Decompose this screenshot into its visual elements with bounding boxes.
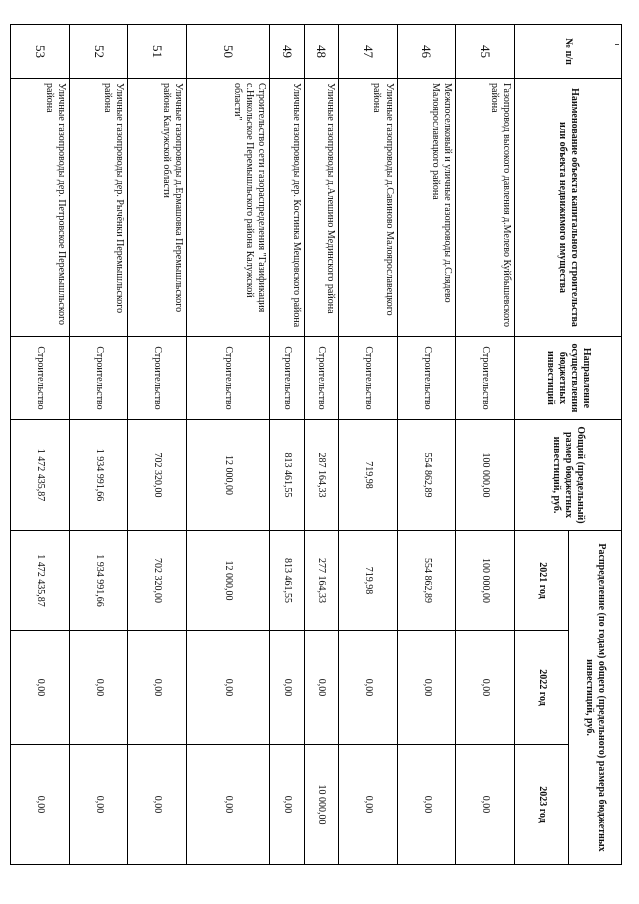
object-name: Уличные газопроводы дер. Петровское Перемышльского района [11, 79, 70, 337]
amount-2023: 0,00 [397, 745, 456, 865]
table-row [187, 25, 270, 865]
amount-2022: 0,00 [338, 631, 397, 745]
direction: Строительство [128, 337, 187, 420]
object-name: Строительство сети газораспределения "Газификация с.Никольское Перемышльского района Калужской области" [187, 79, 270, 337]
row-num: 53 [11, 25, 70, 79]
total-amount: 100 000,00 [456, 420, 515, 531]
amount-2021: 702 320,00 [128, 531, 187, 631]
amount-2021: 813 461,55 [270, 531, 304, 631]
object-name: Уличные газопроводы д.Ермашовка Перемышльского района Калужской области [128, 79, 187, 337]
total-amount: 12 000,00 [187, 420, 270, 531]
amount-2023: 10 000,00 [304, 745, 338, 865]
amount-2023: 0,00 [128, 745, 187, 865]
table-row [270, 25, 304, 865]
header-2021: 2021 год [515, 531, 569, 631]
direction: Строительство [397, 337, 456, 420]
total-amount: 813 461,55 [270, 420, 304, 531]
amount-2022: 0,00 [270, 631, 304, 745]
total-amount: 702 320,00 [128, 420, 187, 531]
total-amount: 1 472 435,87 [11, 420, 70, 531]
direction: Строительство [456, 337, 515, 420]
amount-2022: 0,00 [128, 631, 187, 745]
object-name: Уличные газопроводы дер. Костинка Мещовского района [270, 79, 304, 337]
total-amount: 1 934 991,66 [69, 420, 128, 531]
header-num: № п/п [515, 25, 622, 79]
object-name: Уличные газопроводы д.Алешино Мединского района [304, 79, 338, 337]
row-num: 46 [397, 25, 456, 79]
object-name: Газопровод высокого давления д.Мелево Куйбышевского района [456, 79, 515, 337]
direction: Строительство [270, 337, 304, 420]
object-name: Уличные газопроводы д.Савиново Малоярославецкого района [338, 79, 397, 337]
direction: Строительство [304, 337, 338, 420]
object-name: Уличные газопроводы дер. Рычёнки Перемышльского района [69, 79, 128, 337]
amount-2022: 0,00 [456, 631, 515, 745]
total-amount: 719,98 [338, 420, 397, 531]
direction: Строительство [11, 337, 70, 420]
total-amount: 287 164,33 [304, 420, 338, 531]
direction: Строительство [187, 337, 270, 420]
header-2023: 2023 год [515, 745, 569, 865]
amount-2021: 719,98 [338, 531, 397, 631]
table-row [304, 25, 338, 865]
table-row [11, 25, 70, 865]
amount-2022: 0,00 [69, 631, 128, 745]
amount-2021: 100 000,00 [456, 531, 515, 631]
row-num: 50 [187, 25, 270, 79]
table-row [397, 25, 456, 865]
row-num: 45 [456, 25, 515, 79]
row-num: 48 [304, 25, 338, 79]
row-num: 52 [69, 25, 128, 79]
direction: Строительство [338, 337, 397, 420]
header-distribution: Распределение (по годам) общего (предельного) размера бюджетных инвестиций, руб. [569, 531, 622, 865]
table-row [128, 25, 187, 865]
amount-2022: 0,00 [304, 631, 338, 745]
header-name: Наименование объекта капитального строительства или объекта недвижимого имущества [515, 79, 622, 337]
amount-2023: 0,00 [456, 745, 515, 865]
row-num: 49 [270, 25, 304, 79]
header-direction: Направление осуществления бюджетных инвестиций [515, 337, 622, 420]
amount-2023: 0,00 [69, 745, 128, 865]
rotated-page [10, 24, 622, 864]
header-2022: 2022 год [515, 631, 569, 745]
amount-2021: 554 862,89 [397, 531, 456, 631]
row-num: 51 [128, 25, 187, 79]
amount-2023: 0,00 [270, 745, 304, 865]
table-row [456, 25, 515, 865]
amount-2023: 0,00 [187, 745, 270, 865]
amount-2021: 277 164,33 [304, 531, 338, 631]
amount-2022: 0,00 [187, 631, 270, 745]
amount-2023: 0,00 [338, 745, 397, 865]
amount-2021: 12 000,00 [187, 531, 270, 631]
amount-2021: 1 934 991,66 [69, 531, 128, 631]
amount-2023: 0,00 [11, 745, 70, 865]
row-num: 47 [338, 25, 397, 79]
direction: Строительство [69, 337, 128, 420]
amount-2022: 0,00 [11, 631, 70, 745]
table-row [69, 25, 128, 865]
amount-2021: 1 472 435,87 [11, 531, 70, 631]
investment-table [10, 24, 622, 865]
object-name: Межпоселковый и уличные газопроводы д.Слядево Малоярославецкого района [397, 79, 456, 337]
amount-2022: 0,00 [397, 631, 456, 745]
table-row [338, 25, 397, 865]
header-total: Общий (предельный) размер бюджетных инвестиций, руб. [515, 420, 622, 531]
total-amount: 554 862,89 [397, 420, 456, 531]
